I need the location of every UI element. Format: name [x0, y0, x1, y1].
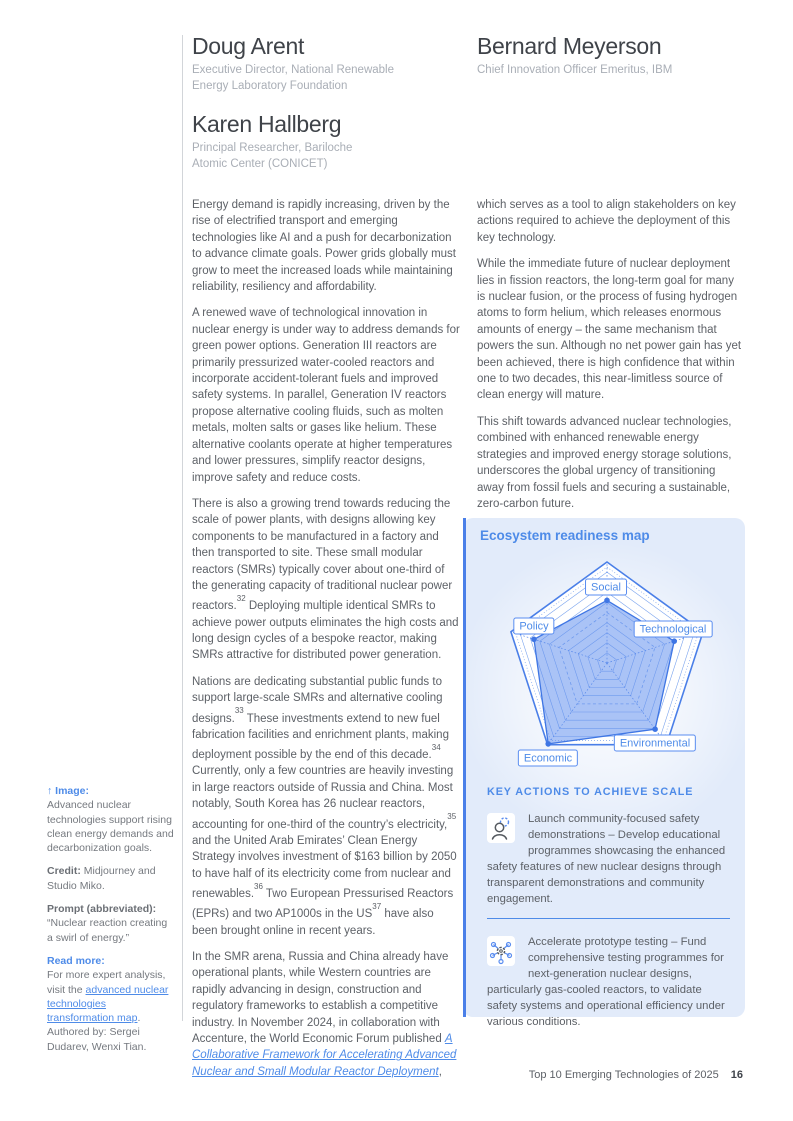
author-block-bernard-meyerson	[477, 33, 757, 79]
author-role: Chief Innovation Officer Emeritus, IBM	[477, 64, 673, 76]
text-run: Currently, only a few countries are heavily investing in large reactors outside of Russia and China. Most notably, South Korea has 26 nuclear reactors, accounting for one-third of the country’s electricity,	[192, 765, 454, 831]
radar-label-economic: Economic	[518, 750, 578, 767]
paragraph	[192, 305, 460, 485]
author-name: Bernard Meyerson	[477, 33, 662, 59]
action-text: Launch community-focused safety demonstrations – Develop educational programmes showcasing the enhanced safety features of new nuclear designs through transparent demonstrations and community engagement.	[487, 813, 726, 905]
paragraph	[477, 256, 745, 404]
action-item-prototype-testing	[487, 934, 730, 1030]
readmore-pre: For more expert analysis, visit the	[47, 969, 166, 996]
footnote-ref: 37	[372, 901, 382, 911]
author-role: Principal Researcher, Bariloche Atomic Center (CONICET)	[192, 142, 353, 170]
footnote-ref: 34	[431, 742, 441, 752]
page-footer	[529, 1069, 743, 1081]
footnote-ref: 35	[447, 812, 457, 822]
paragraph	[192, 674, 460, 939]
paragraph	[477, 197, 745, 246]
text-run: ,	[438, 1065, 442, 1078]
footnote-ref: 32	[236, 593, 246, 603]
credit-label: Credit:	[47, 865, 81, 878]
key-actions-title: KEY ACTIONS TO ACHIEVE SCALE	[487, 786, 694, 798]
paragraph	[477, 414, 745, 512]
action-item-safety-demonstrations	[487, 811, 730, 907]
image-caption-sidebar	[47, 784, 175, 1054]
vertical-divider	[182, 35, 183, 1021]
credit-text: Midjourney and Studio Miko.	[47, 865, 156, 892]
image-label: ↑ Image:	[47, 785, 90, 797]
author-role: Executive Director, National Renewable Energy Laboratory Foundation	[192, 64, 394, 92]
image-caption: Advanced nuclear technologies support rising clean energy demands and decarbonization goals.	[47, 799, 174, 855]
text-run: In the SMR arena, Russia and China already have operational plants, while Western countries are rapidly advancing in design, construction and regulatory frameworks to establish a competitive industry. In November 2024, in collaboration with Accenture, the World Economic Forum published	[192, 951, 449, 1046]
text-run: Energy demand is rapidly increasing, driven by the rise of electrified transport and emerging technologies like AI and a push for decarbonization to advance climate goals. Power grids globally must grow to meet the increased loads while maintaining reliability, resiliency and affordability.	[192, 199, 456, 294]
key-actions-list	[487, 811, 730, 1030]
paragraph	[192, 949, 460, 1080]
prompt-label: Prompt (abbreviated):	[47, 903, 157, 916]
author-block-karen-hallberg	[192, 111, 412, 172]
inline-link[interactable]: A Collaborative Framework for Accelerating Advanced Nuclear and Small Modular Reactor Deployment	[192, 1033, 457, 1078]
transformation-map-link[interactable]: advanced nuclear technologies transformation map	[47, 983, 169, 1025]
ecosystem-readiness-panel	[463, 518, 745, 1028]
text-run: These investments extend to new fuel fabrication facilities and enrichment plants, making deployment possible by the end of this decade.	[192, 712, 449, 762]
paragraph	[192, 496, 460, 664]
footnote-ref: 33	[234, 706, 244, 716]
radar-label-policy: Policy	[513, 618, 554, 635]
text-run: This shift towards advanced nuclear technologies, combined with enhanced renewable energy strategies and improved energy storage solutions, underscores the global urgency of transitioning away from fossil fuels and securing a sustainable, zero-carbon future.	[477, 415, 732, 510]
footer-title: Top 10 Emerging Technologies of 2025	[528, 1069, 719, 1081]
footnote-ref: 36	[254, 881, 263, 891]
text-run: Nations are dedicating substantial public funds to support large-scale SMRs and alternative cooling designs.	[192, 675, 443, 725]
action-text: Accelerate prototype testing – Fund comprehensive testing programmes for next-generation nuclear designs, particularly gas-cooled reactors, to validate safety systems and operational efficiency under various conditions.	[487, 936, 725, 1028]
radar-label-social: Social	[585, 579, 627, 596]
readmore-post: . Authored by: Sergei Dudarev, Wenxi Tian.	[47, 1012, 147, 1053]
person-gear-icon	[487, 813, 515, 843]
author-block-doug-arent	[192, 33, 432, 94]
article-column-1	[192, 197, 460, 1090]
text-run: and the United Arab Emirates’ Clean Energy Strategy involves investment of $163 billion by 2050 to have half of its electricity come from nuclear and renewables.	[192, 834, 457, 900]
actions-divider	[487, 918, 730, 919]
credit-line	[47, 864, 175, 893]
gears-network-icon	[487, 936, 515, 966]
author-name: Karen Hallberg	[192, 111, 342, 137]
article-column-2	[477, 197, 745, 522]
text-run: While the immediate future of nuclear deployment lies in fission reactors, the long-term goal for many is nuclear fusion, or the process of fusing hydrogen atoms to form helium, which releases enormous amounts of energy – the same mechanism that powers the sun. Although no net power gain has yet been achieved, there is high confidence that within one to two decades, this near-limitless source of clean energy will mature.	[477, 258, 742, 402]
readmore-text	[47, 968, 175, 1054]
text-run: Deploying multiple identical SMRs to achieve power outputs eliminates the high costs and long design cycles of a bespoke reactor, making SMRs attractive for distributed power generation.	[192, 600, 459, 662]
readmore-label: Read more:	[47, 954, 105, 967]
radar-label-technological: Technological	[634, 621, 713, 638]
text-run: There is also a growing trend towards reducing the scale of power plants, with designs allowing key components to be manufactured in a factory and then transported to site. These small modular reactors (SMRs) typically cover about one-third of the generating capacity of traditional nuclear power reactors.	[192, 497, 453, 613]
page-number: 16	[730, 1069, 743, 1081]
paragraph	[192, 197, 460, 295]
text-run: A renewed wave of technological innovation in nuclear energy is under way to address demands for green power options. Generation III reactors are primarily pressurized water-cooled reactors and incorporate accident-tolerant fuels and improved safety systems. In parallel, Generation IV reactors propose alternative cooling fluids, such as molten metals, molten salts or gases like helium. These alternative coolants operate at higher temperatures and lower pressures, simplify reactor designs, improve safety and reduce costs.	[192, 307, 460, 484]
author-name: Doug Arent	[192, 33, 305, 59]
text-run: Two European Pressurised Reactors (EPRs) and two AP1000s in the US	[192, 887, 454, 921]
prompt-text: “Nuclear reaction creating a swirl of energy.”	[47, 917, 168, 944]
text-run: have also been brought online in recent years.	[192, 908, 434, 937]
radar-chart	[463, 546, 751, 786]
panel-title: Ecosystem readiness map	[480, 528, 650, 543]
text-run: which serves as a tool to align stakeholders on key actions required to achieve the deployment of this key technology.	[477, 199, 736, 244]
radar-label-environmental: Environmental	[614, 735, 696, 752]
